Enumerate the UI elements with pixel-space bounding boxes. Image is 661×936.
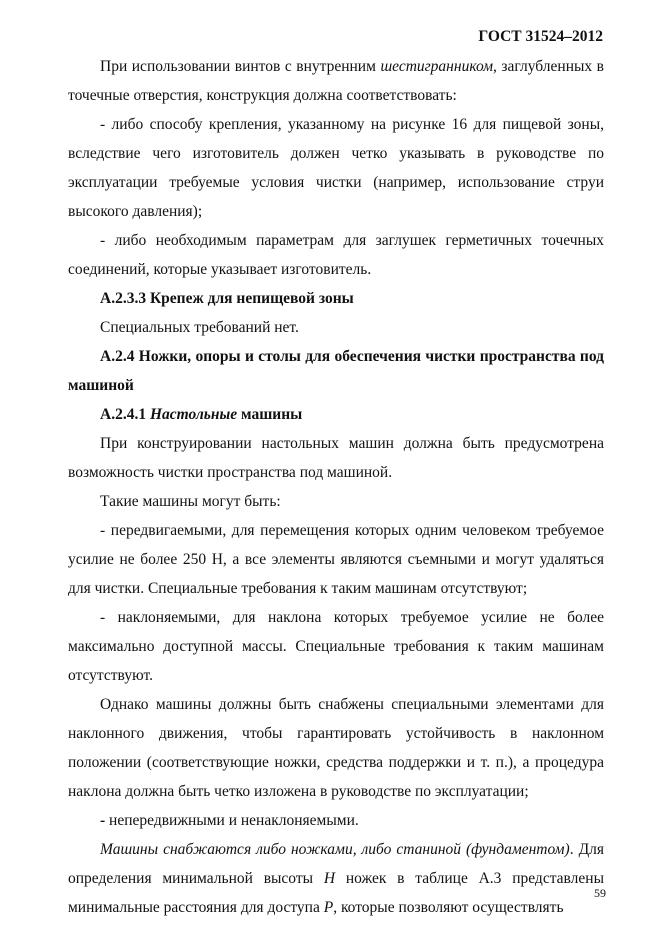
- page-body: [68, 52, 604, 922]
- heading-text: машины: [237, 406, 303, 423]
- paragraph: - передвигаемыми, для перемещения которых одним человеком требуемое усилие не более 250 Н, а все элементы являются съемными и могут удаляться для чистки. Специальные требования к таким машинам отсутствуют;: [68, 522, 604, 597]
- paragraph: Специальных требований нет.: [100, 319, 299, 336]
- paragraph: [68, 52, 604, 110]
- bold-dash: -: [100, 812, 106, 829]
- paragraph: Однако машины должны быть снабжены специальными элементами для наклонного движения, чтобы гарантировать устойчивость в наклонном положении (соответствующие ножки, средства поддержки и т. п.), а процедура наклона должна быть четко изложена в руководстве по эксплуатации;: [68, 696, 604, 800]
- text-span: , заглубленных в точечные отверстия, конструкция должна соответствовать:: [68, 58, 605, 104]
- section-heading: А.2.3.3 Крепеж для непищевой зоны: [100, 290, 354, 307]
- text-span: При использовании винтов с внутренним: [100, 58, 381, 75]
- paragraph: Такие машины могут быть:: [100, 493, 281, 510]
- italic-symbol: Н: [323, 870, 336, 887]
- paragraph: [68, 806, 604, 835]
- italic-term: шестигранником: [380, 58, 494, 75]
- text-span: , которые позволяют осуществлять: [333, 899, 564, 916]
- italic-symbol: Р: [323, 899, 334, 916]
- page-number: 59: [594, 886, 606, 900]
- heading-italic: Настольные: [149, 406, 238, 423]
- paragraph: - либо необходимым параметрам для заглушек герметичных точечных соединений, которые указывает изготовитель.: [68, 232, 604, 278]
- paragraph: - наклоняемыми, для наклона которых требуемое усилие не более максимально доступной массы. Специальные требования к таким машинам отсутствуют.: [68, 609, 604, 684]
- heading-number: А.2.4.1: [100, 406, 150, 423]
- paragraph: При конструировании настольных машин должна быть предусмотрена возможность чистки пространства под машиной.: [68, 435, 604, 481]
- subsection-heading: [68, 400, 604, 429]
- section-heading: А.2.4 Ножки, опоры и столы для обеспечения чистки пространства под машиной: [68, 348, 604, 394]
- text-span: ножек в таблице А.3 представлены минимальные расстояния для доступа: [68, 870, 604, 916]
- text-span: . Для определения минимальной высоты: [68, 841, 604, 887]
- document-header: ГОСТ 31524–2012: [478, 28, 603, 45]
- paragraph: - либо способу крепления, указанному на рисунке 16 для пищевой зоны, вследствие чего изготовитель должен четко указывать в руководстве по эксплуатации требуемые условия чистки (например, использование струи высокого давления);: [68, 116, 604, 220]
- italic-phrase: Машины снабжаются либо ножками, либо станиной (фундаментом): [100, 841, 570, 858]
- paragraph: [68, 835, 604, 922]
- text-span: непередвижными и ненаклоняемыми.: [105, 812, 359, 829]
